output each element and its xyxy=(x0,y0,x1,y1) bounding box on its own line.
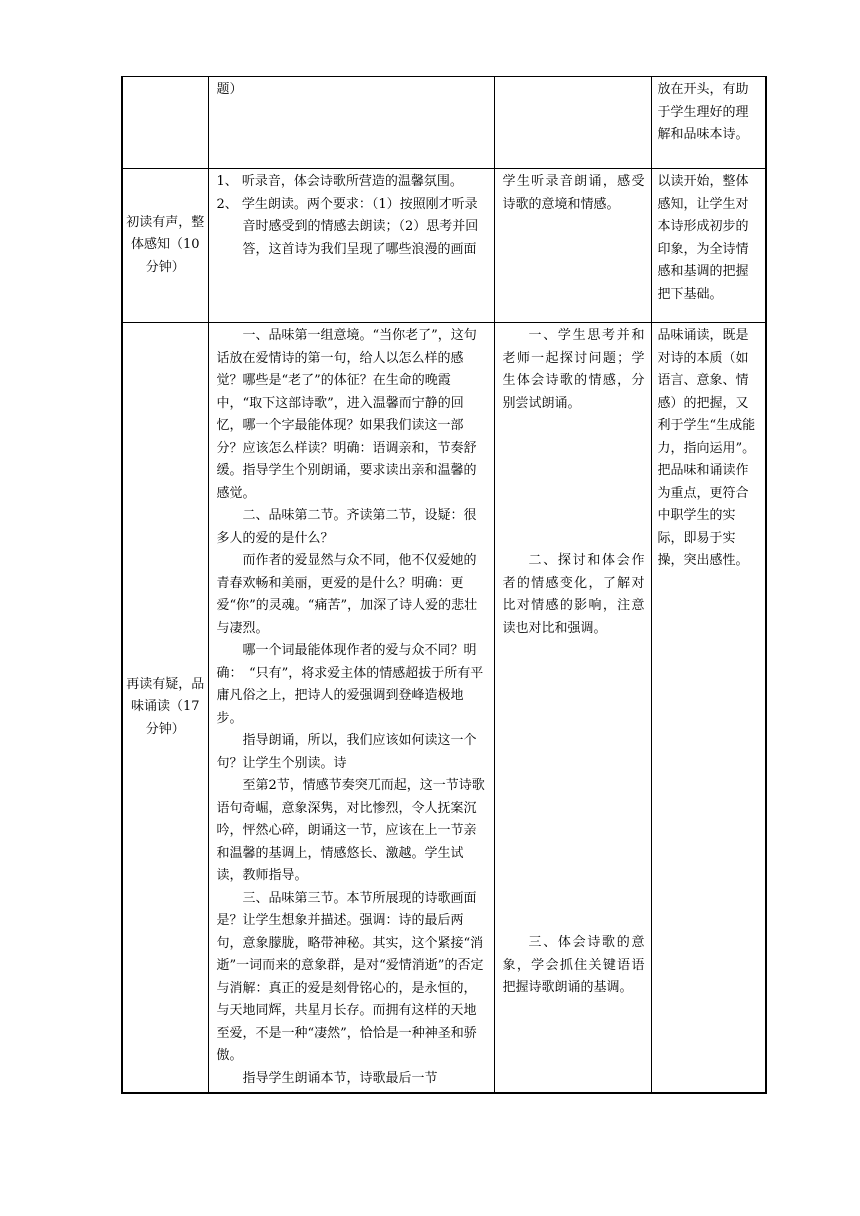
student-text: 三、体会诗歌的意象，学会抓住关键语语把握诗歌朗诵的基调。 xyxy=(502,935,645,995)
activity-paragraph: 指导学生朗诵本节，诗歌最后一节 xyxy=(242,1070,438,1086)
student-text: 一、学生思考并和老师一起探讨问题；学生体会诗歌的情感，分别尝试朗诵。 xyxy=(502,328,645,411)
activity-cell xyxy=(208,323,494,1094)
student-cell xyxy=(494,77,651,169)
table-row xyxy=(122,323,766,1094)
table-row xyxy=(122,77,766,169)
activity-paragraph: 指导朗诵，所以，我们应该如何读这一个句？让学生个别读。诗 xyxy=(216,733,477,771)
intent-text: 品味诵读，既是对诗的本质（如语言、意象、情感）的把握，又利于学生“生成能力，指向运用”。把品味和诵读作为重点，更符合中职学生的实际，即易于实操，突出感性。 xyxy=(657,328,756,568)
activity-paragraph: 而作者的爱显然与众不同，他不仅爱她的青春欢畅和美丽，更爱的是什么？明确：更爱“你”的灵魂。“痛苦”，加深了诗人爱的悲壮与凄烈。 xyxy=(216,553,478,636)
intent-text: 以读开始，整体感知，让学生对本诗形成初步的印象，为全诗情感和基调的把握把下基础。 xyxy=(657,174,749,302)
activity-item: 2、 学生朗读。两个要求：（1）按照刚才听录音时感受到的情感去朗读；（2）思考并回答，这首诗为我们呈现了哪些浪漫的画面 xyxy=(216,196,479,257)
student-cell xyxy=(494,169,651,323)
lesson-plan-table xyxy=(121,76,767,1094)
activity-paragraph: 三、品味第三节。本节所展现的诗歌画面是？让学生想象并描述。强调：诗的最后两句，意象朦胧，略带神秘。其实，这个紧接“消逝”一词而来的意象群，是对“爱情消逝”的否定与消解：真正的爱是刻骨铭心的，是永恒的，与天地同辉，共星月长存。而拥有这样的天地至爱，不是一种“凄然”，恰恰是一种神圣和骄傲。 xyxy=(216,890,484,1063)
stage-cell xyxy=(122,77,208,169)
stage-cell: 初读有声，整体感知（10分钟） xyxy=(122,169,208,323)
stage-cell: 再读有疑，品味诵读（17分钟） xyxy=(122,323,208,1094)
activity-item: 1、 听录音，体会诗歌所营造的温馨氛围。 xyxy=(216,174,463,189)
student-text: 二、探讨和体会作者的情感变化，了解对比对情感的影响，注意读也对比和强调。 xyxy=(502,553,645,636)
table-row xyxy=(122,169,766,323)
activity-cell xyxy=(208,77,494,169)
activity-paragraph: 二、品味第二节。齐读第二节，设疑：很多人的爱的是什么？ xyxy=(216,508,477,546)
activity-paragraph: 一、品味第一组意境。“当你老了”，这句话放在爱情诗的第一句，给人以怎么样的感觉？哪些是“老了”的体征？在生命的晚霞中，“取下这部诗歌”，进入温馨而宁静的回忆，哪一个字最能体现？如果我们读这一部分？应该怎么样读？明确：语调亲和，节奏舒缓。指导学生个别朗诵，要求读出亲和温馨的感觉。 xyxy=(216,328,477,501)
activity-cell xyxy=(208,169,494,323)
activity-paragraph: 至第2节，情感节奏突兀而起，这一节诗歌语句奇崛，意象深隽，对比惨烈，令人抚案沉吟，怦然心碎，朗诵这一节，应该在上一节亲和温馨的基调上，情感悠长、激越。学生试读，教师指导。 xyxy=(216,778,485,883)
activity-text: 题） xyxy=(216,82,243,97)
intent-cell xyxy=(651,77,766,169)
intent-text: 放在开头，有助于学生理好的理解和品味本诗。 xyxy=(657,82,749,142)
student-text: 学生听录音朗诵，感受诗歌的意境和情感。 xyxy=(502,174,645,212)
intent-cell xyxy=(651,323,766,1094)
intent-cell xyxy=(651,169,766,323)
activity-paragraph: 哪一个词最能体现作者的爱与众不同？明确： “只有”，将求爱主体的情感超拔于所有平庸凡俗之上，把诗人的爱强调到登峰造极地步。 xyxy=(216,643,484,726)
student-cell xyxy=(494,323,651,1094)
